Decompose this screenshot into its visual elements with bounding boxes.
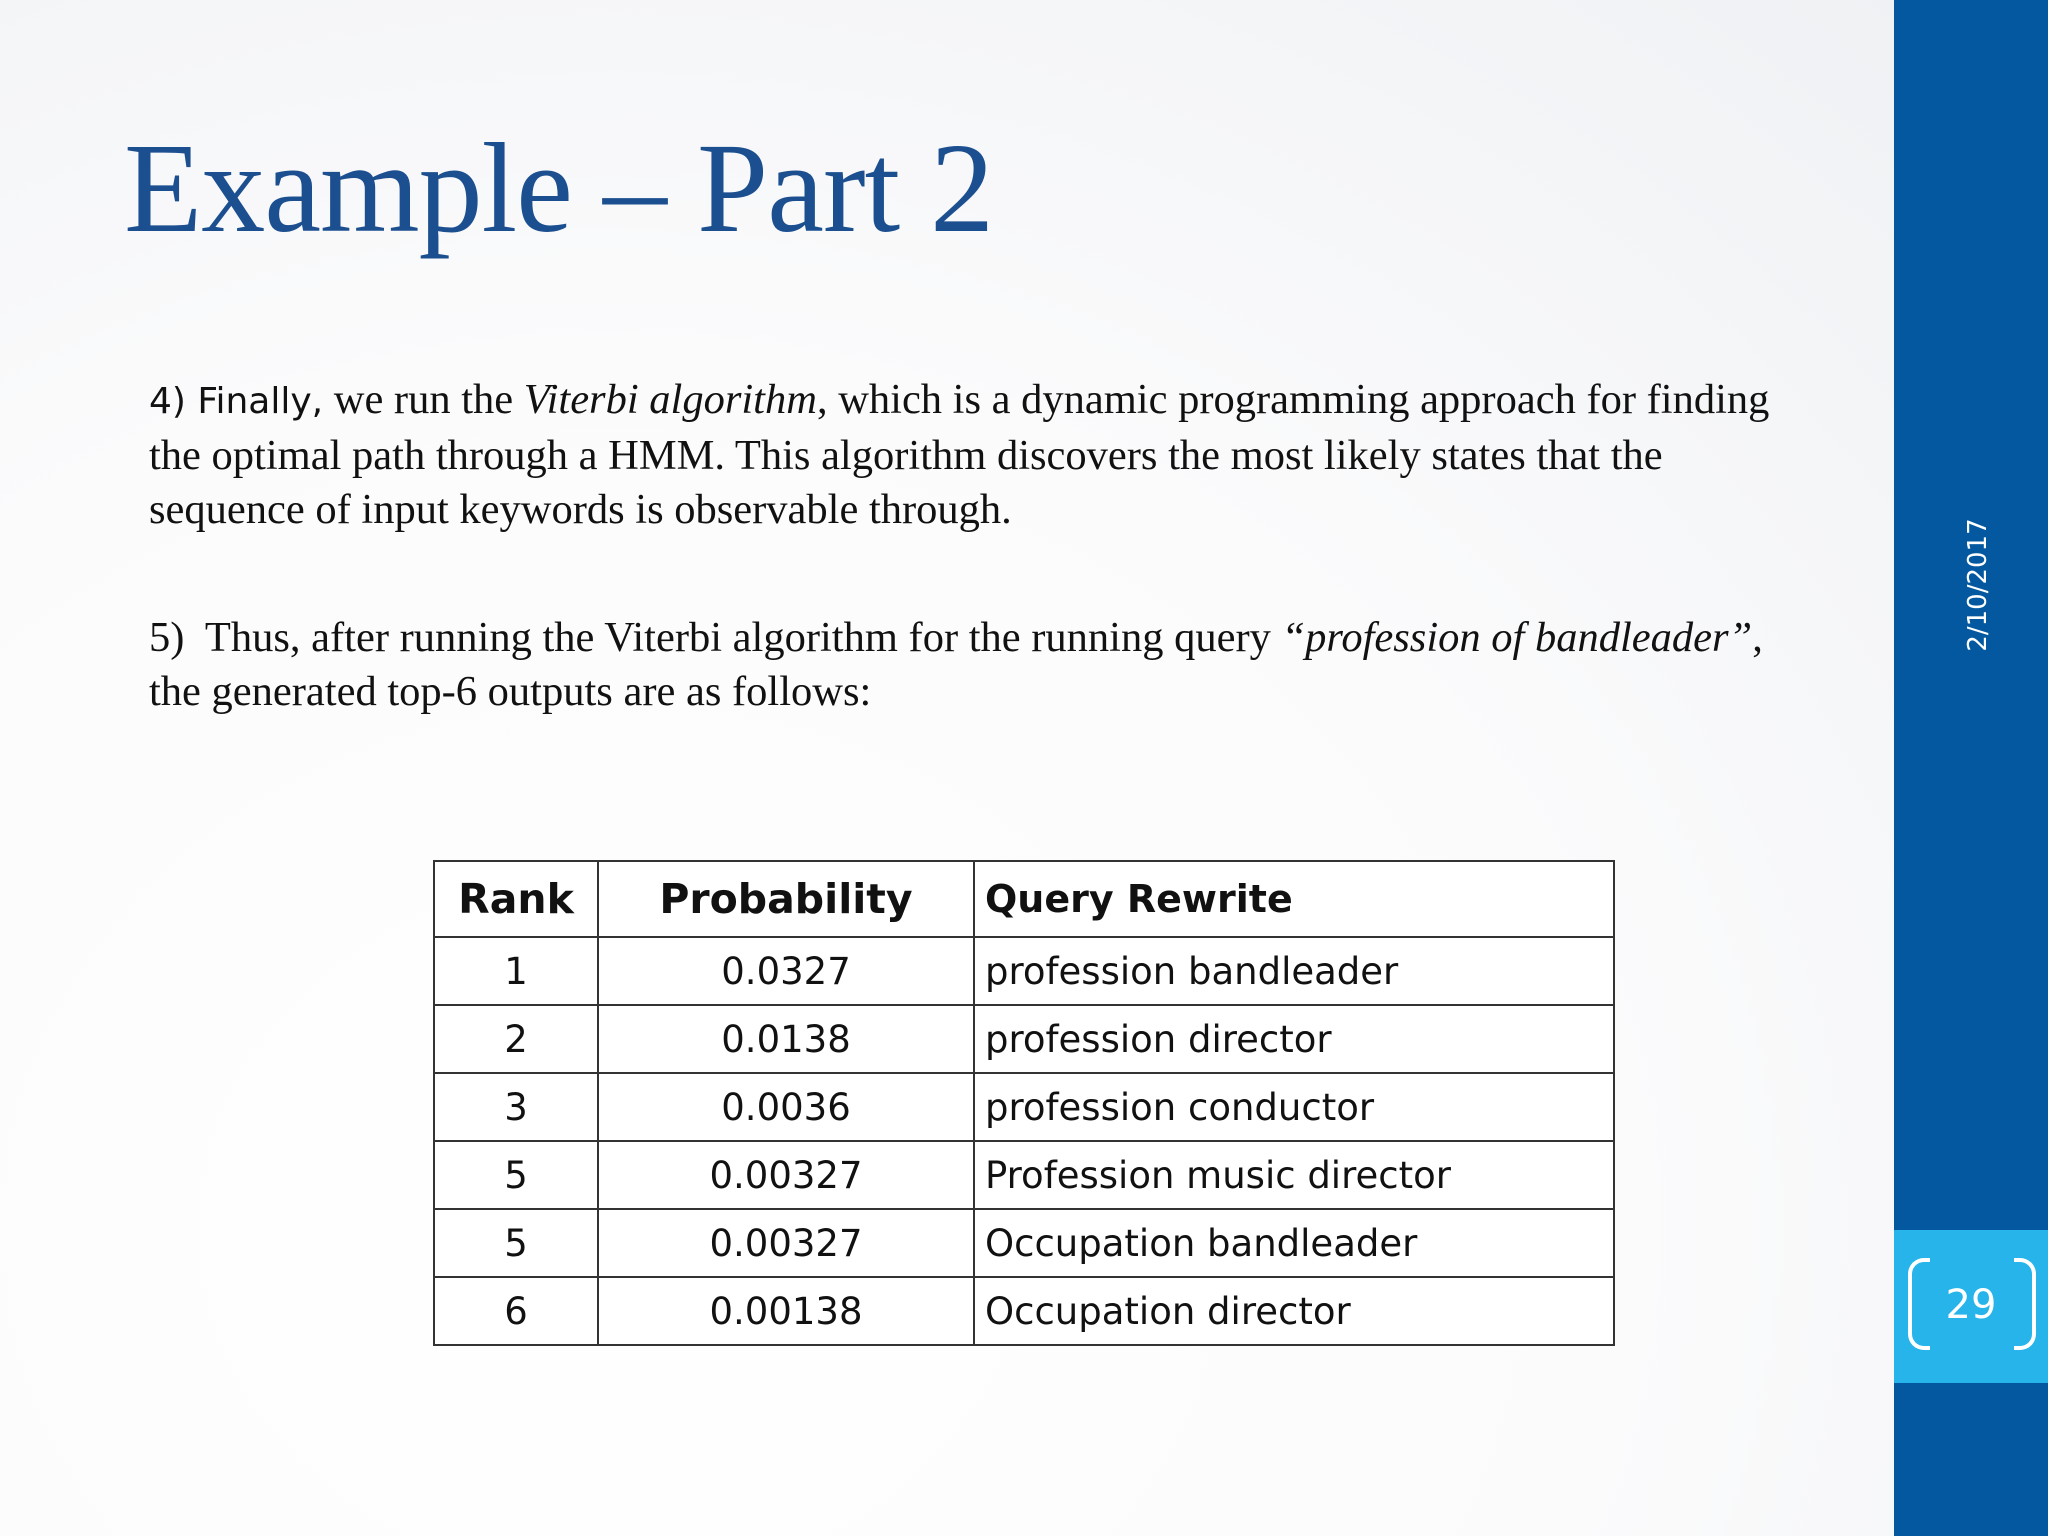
table-row <box>434 937 1614 1005</box>
page-number: 29 <box>1945 1282 1997 1328</box>
probability-cell: 0.00327 <box>598 1141 974 1209</box>
rank-cell: 6 <box>434 1277 598 1345</box>
step-5-italic: “profession of bandleader” <box>1281 614 1753 661</box>
slide-date: 2/10/2017 <box>1963 518 1993 652</box>
probability-cell: 0.0327 <box>598 937 974 1005</box>
header-query-rewrite: Query Rewrite <box>974 861 1614 937</box>
table-header-row <box>434 861 1614 937</box>
step-4-italic: Viterbi algorithm <box>523 376 817 423</box>
step-4-text-before: we run the <box>323 376 524 423</box>
query-rewrite-cell: profession bandleader <box>974 937 1614 1005</box>
step-5-text-before: Thus, after running the Viterbi algorithm for the running query <box>184 614 1282 661</box>
slide-title: Example – Part 2 <box>124 117 994 259</box>
query-rewrite-cell: Profession music director <box>974 1141 1614 1209</box>
table-row <box>434 1005 1614 1073</box>
rank-cell: 1 <box>434 937 598 1005</box>
query-rewrite-cell: Occupation bandleader <box>974 1209 1614 1277</box>
probability-cell: 0.0138 <box>598 1005 974 1073</box>
query-rewrite-cell: profession conductor <box>974 1073 1614 1141</box>
query-rewrite-cell: Occupation director <box>974 1277 1614 1345</box>
header-rank: Rank <box>434 861 598 937</box>
table-row <box>434 1209 1614 1277</box>
rank-cell: 3 <box>434 1073 598 1141</box>
probability-cell: 0.00327 <box>598 1209 974 1277</box>
rank-cell: 5 <box>434 1209 598 1277</box>
query-rewrite-table <box>433 860 1615 1346</box>
probability-cell: 0.0036 <box>598 1073 974 1141</box>
table-row <box>434 1141 1614 1209</box>
table-row <box>434 1073 1614 1141</box>
query-rewrite-cell: profession director <box>974 1005 1614 1073</box>
step-4-text-after: , which is a dynamic programming approach for finding the optimal path through a HMM. This algorithm discovers the most likely states that the sequence of input keywords is observable through. <box>149 376 1770 533</box>
rank-cell: 2 <box>434 1005 598 1073</box>
table-row <box>434 1277 1614 1345</box>
rank-cell: 5 <box>434 1141 598 1209</box>
step-5-text-after: , the generated top-6 outputs are as follows: <box>149 614 1763 715</box>
step-5-number: 5) <box>149 614 185 661</box>
header-probability: Probability <box>598 861 974 937</box>
page-number-box <box>1894 1230 2048 1383</box>
probability-cell: 0.00138 <box>598 1277 974 1345</box>
step-4-lead: 4) Finally, <box>149 381 324 422</box>
paragraph-step-4 <box>149 373 1789 537</box>
paragraph-step-5 <box>149 611 1789 719</box>
